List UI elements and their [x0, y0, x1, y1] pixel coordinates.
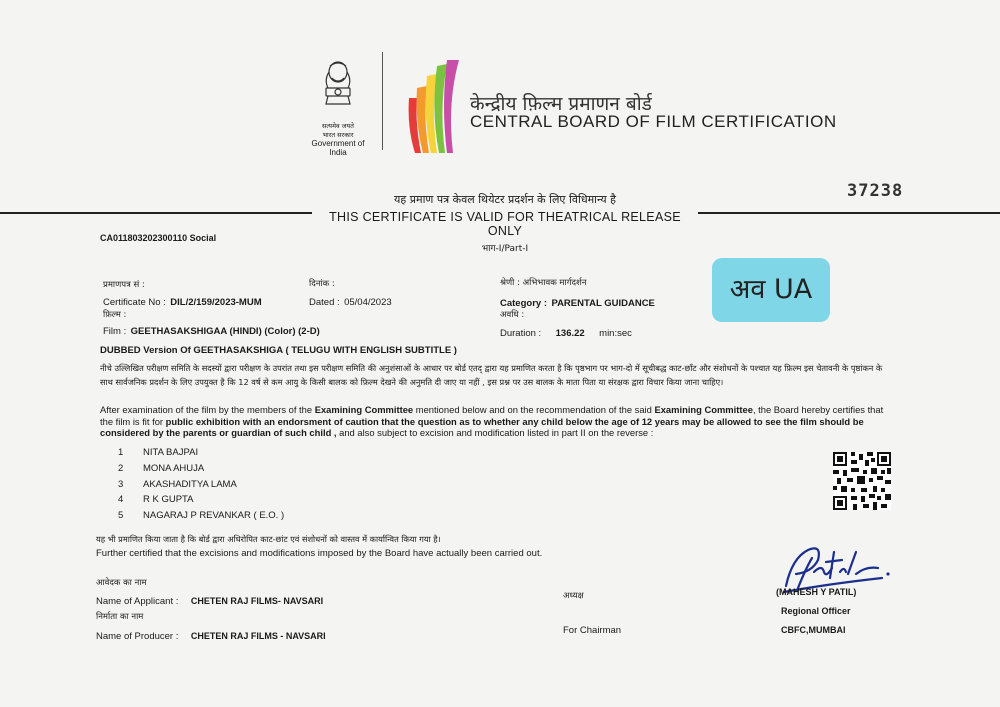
officer-office: CBFC,MUMBAI: [781, 625, 846, 635]
chairman-hindi: अध्यक्ष: [563, 591, 584, 601]
film-hindi: फ़िल्म :: [103, 310, 127, 320]
member-name: MONA AHUJA: [143, 463, 205, 474]
para-text: , the Board hereby certifies that the film is fit for: [100, 404, 884, 427]
member-name: AKASHADITYA LAMA: [143, 479, 237, 490]
para-text: After examination of the film by the members of the: [100, 404, 315, 415]
cert-no-row: [103, 292, 262, 310]
film-row: [103, 321, 320, 339]
date-label: Dated :: [309, 297, 340, 308]
cert-no-value: DIL/2/159/2023-MUM: [170, 297, 262, 308]
producer-row: [96, 626, 326, 644]
film-label: Film :: [103, 326, 127, 337]
reference-code: CA011803202300110 Social: [100, 233, 217, 243]
producer-label: Name of Producer :: [96, 631, 179, 642]
applicant-label: Name of Applicant :: [96, 596, 179, 607]
date-hindi: दिनांक :: [309, 279, 335, 289]
part-label: भाग-I/Part-I: [481, 244, 529, 254]
category-label: Category :: [500, 298, 547, 309]
duration-label: Duration :: [500, 328, 542, 339]
para-text: and also subject to excision and modification listed in part II on the reverse :: [336, 427, 654, 438]
board-name-english: CENTRAL BOARD OF FILM CERTIFICATION: [470, 112, 837, 131]
gov-hindi: भारत सरकार: [322, 131, 354, 139]
category-hindi: श्रेणी : अभिभावक मार्गदर्शन: [500, 278, 587, 288]
qr-code-icon: [833, 452, 891, 510]
date-value: 05/04/2023: [344, 297, 392, 308]
para-text: mentioned below and on the recommendation of the said: [413, 404, 655, 415]
certification-paragraph-hindi: नीचे उल्लिखित परीक्षण समिति के सदस्यों द्वारा परीक्षण के उपरांत तथा इस परीक्षण समिति की अनुशंसाओं के आधार पर बोर्ड एतद् द्वारा यह प्रमाणित करता है कि पृष्ठभाग पर भाग-दो में सूचीबद्ध काट-छाँट और संशोधनों के पश्चात यह फ़िल्म इस चेतावनी के पृष्ठांकन के साथ सार्वजनिक प्रदर्शन के लिए उपयुक्त है कि 12 वर्ष से कम आयु के किसी बालक को फ़िल्म देखने की अनुमति दी जाए या नहीं , इस प्रश्न पर उस बालक के माता पिता या संरक्षक द्वारा विचार किया जाना चाहिए।: [100, 363, 883, 387]
duration-value: 136.22: [555, 328, 585, 339]
member-number: 2: [118, 463, 124, 474]
para-bold: Examining Committee: [654, 404, 753, 415]
member-number: 3: [118, 479, 124, 490]
cert-no-hindi: प्रमाणपत्र सं :: [103, 280, 145, 290]
cert-no-label: Certificate No :: [103, 297, 166, 308]
applicant-hindi: आवेदक का नाम: [96, 578, 147, 588]
rating-badge: अव UA: [712, 258, 830, 322]
film-value: GEETHASAKSHIGAA (HINDI) (Color) (2-D): [130, 326, 320, 337]
duration-hindi: अवधि :: [500, 310, 525, 320]
producer-value: CHETEN RAJ FILMS - NAVSARI: [190, 631, 326, 641]
member-name: NAGARAJ P REVANKAR ( E.O. ): [143, 510, 285, 521]
validity-hindi: यह प्रमाण पत्र केवल थियेटर प्रदर्शन के लिए विधिमान्य है: [394, 193, 616, 206]
further-certified-hindi: यह भी प्रमाणित किया जाता है कि बोर्ड द्वारा अधिरोपित काट-छांट एवं संशोधनों को वास्तव में कार्यान्वित किया गया है।: [96, 534, 441, 544]
officer-name: (MAHESH Y PATIL): [776, 587, 857, 597]
date-row: [309, 292, 392, 310]
further-certified-english: Further certified that the excisions and modifications imposed by the Board have actually been carried out.: [96, 548, 543, 559]
duration-unit: min:sec: [599, 328, 632, 339]
for-chairman-label: For Chairman: [563, 625, 622, 636]
duration-row: [500, 323, 632, 341]
member-name: NITA BAJPAI: [143, 447, 199, 458]
validity-english: THIS CERTIFICATE IS VALID FOR THEATRICAL RELEASE ONLY: [329, 210, 681, 238]
ashoka-lion-emblem-icon: [318, 58, 358, 116]
cbfc-logo-icon: [405, 58, 461, 158]
serial-number: 37238: [847, 181, 904, 201]
government-emblem: [305, 58, 371, 157]
validity-notice: [312, 189, 698, 254]
para-bold: public exhibition with an endorsment of caution that the question as to whether any child below the age of 12 years may be allowed to see the film should be considered by the parents or guardian of such child ,: [100, 415, 864, 438]
officer-title: Regional Officer: [781, 606, 851, 616]
gov-english: Government of India: [311, 139, 365, 157]
member-name: R K GUPTA: [143, 494, 194, 505]
applicant-value: CHETEN RAJ FILMS- NAVSARI: [190, 596, 324, 606]
member-number: 4: [118, 494, 124, 505]
member-number: 5: [118, 510, 124, 521]
member-number: 1: [118, 447, 124, 458]
para-bold: Examining Committee: [314, 404, 414, 415]
dubbed-version-line: DUBBED Version Of GEETHASAKSHIGA ( TELUGU WITH ENGLISH SUBTITLE ): [100, 345, 457, 356]
emblem-motto: सत्यमेव जयते: [322, 122, 354, 130]
applicant-row: [96, 591, 323, 609]
board-name-hindi: केन्द्रीय फ़िल्म प्रमाणन बोर्ड: [470, 93, 652, 115]
certification-paragraph-english: [100, 404, 892, 439]
header-divider: [382, 52, 383, 150]
producer-hindi: निर्माता का नाम: [96, 612, 144, 622]
category-value: PARENTAL GUIDANCE: [551, 298, 655, 309]
